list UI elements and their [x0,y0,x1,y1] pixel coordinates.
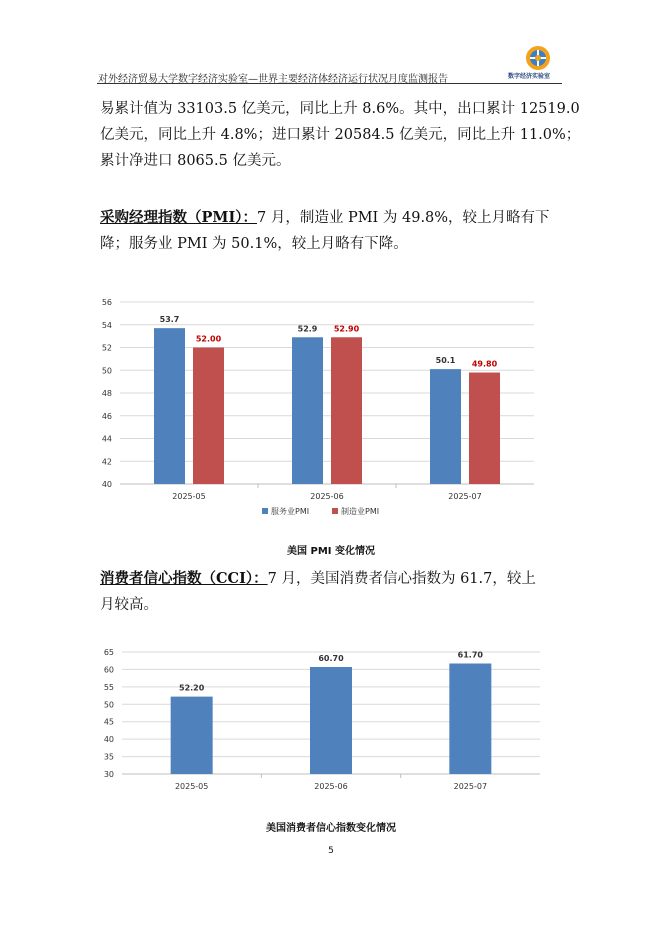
data-label: 49.80 [471,359,498,369]
y-tick-label: 40 [103,735,114,745]
intro-paragraph [100,96,581,174]
intro-line-1: 易累计值为 33103.5 亿美元，同比上升 8.6%。其中，出口累计 12519.0 [100,101,580,117]
cci-chart-caption: 美国消费者信心指数变化情况 [266,823,396,834]
pmi-chart [96,292,546,526]
y-tick-label: 45 [103,717,114,727]
legend-swatch [262,508,268,514]
x-tick-label: 2025-06 [310,492,344,501]
y-tick-label: 46 [101,411,112,421]
pmi-chart-caption: 美国 PMI 变化情况 [287,546,375,557]
bar [430,369,461,484]
header-divider [97,83,562,84]
y-tick-label: 44 [101,434,112,444]
data-label: 60.70 [318,653,344,663]
cci-paragraph [100,566,562,618]
y-tick-label: 30 [103,770,114,779]
legend-label: 制造业PMI [341,507,380,516]
pmi-paragraph [100,205,562,257]
x-tick-label: 2025-07 [448,492,482,501]
y-tick-label: 60 [103,665,114,675]
y-tick-label: 50 [103,700,114,710]
cci-chart-svg [96,640,546,800]
pmi-chart-svg [96,292,546,522]
y-tick-label: 56 [101,298,112,307]
y-tick-label: 65 [103,648,114,657]
y-tick-label: 50 [101,366,112,376]
pmi-line-1: 7 月，制造业 PMI 为 49.8%，较上月略有下 [257,210,550,226]
data-label: 52.9 [297,324,318,334]
cci-chart [96,640,546,804]
intro-line-3: 累计净进口 8065.5 亿美元。 [100,153,291,169]
x-tick-label: 2025-06 [314,782,348,791]
page-number: 5 [328,846,334,856]
pmi-line-2: 降；服务业 PMI 为 50.1%，较上月略有下降。 [100,236,408,252]
y-tick-label: 52 [101,343,112,353]
cci-line-2: 月较高。 [100,597,158,613]
x-tick-label: 2025-05 [172,492,206,501]
bar [193,348,224,485]
bar [469,373,500,484]
y-tick-label: 40 [101,480,112,489]
bar [310,667,352,774]
legend-swatch [332,508,338,514]
header-title: 对外经济贸易大学数字经济实验室—世界主要经济体经济运行状况月度监测报告 [98,74,448,85]
data-label: 50.1 [435,356,456,366]
intro-line-2: 亿美元，同比上升 4.8%；进口累计 20584.5 亿美元，同比上升 11.0%； [100,127,581,143]
data-label: 52.20 [179,683,205,693]
y-tick-label: 42 [101,457,112,467]
cci-line-1: 7 月，美国消费者信心指数为 61.7，较上 [267,571,536,587]
bar [154,328,185,484]
logo-caption: 数字经济实验室 [508,73,551,80]
bar [449,664,491,774]
x-tick-label: 2025-05 [174,782,209,791]
data-label: 52.90 [333,324,360,334]
y-tick-label: 35 [103,752,114,762]
pmi-heading: 采购经理指数（PMI）： [100,209,257,226]
data-label: 52.00 [195,334,222,344]
data-label: 61.70 [457,650,483,660]
bar [331,337,362,484]
cci-heading: 消费者信心指数（CCI）： [100,570,268,587]
legend-label: 服务业PMI [271,507,310,516]
x-tick-label: 2025-07 [453,782,488,791]
y-tick-label: 54 [101,320,112,330]
y-tick-label: 48 [101,389,112,398]
y-tick-label: 55 [103,682,114,692]
bar [292,337,323,484]
data-label: 53.7 [159,315,180,325]
bar [171,697,213,774]
